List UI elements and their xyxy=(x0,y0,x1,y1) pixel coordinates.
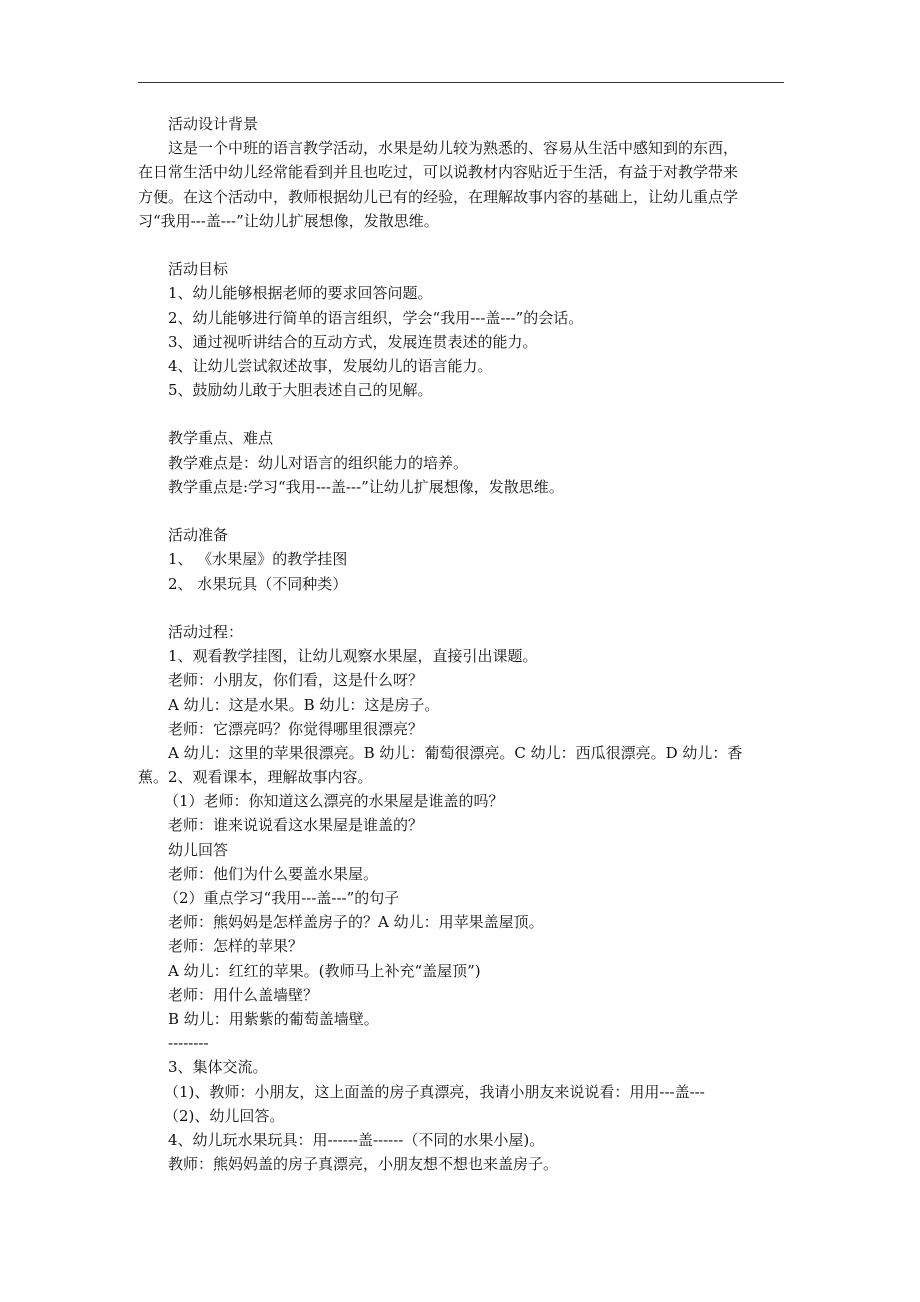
section-heading-prep: 活动准备 xyxy=(168,526,229,545)
process-line: 1、观看教学挂图，让幼儿观察水果屋，直接引出课题。 xyxy=(168,647,538,666)
section-heading-focus: 教学重点、难点 xyxy=(168,429,274,448)
background-paragraph-line: 习“我用---盖---”让幼儿扩展想像，发散思维。 xyxy=(138,211,439,230)
process-line: 老师：小朋友，你们看，这是什么呀？ xyxy=(168,671,424,690)
goal-item: 5、鼓励幼儿敢于大胆表述自己的见解。 xyxy=(168,381,433,400)
section-heading-background: 活动设计背景 xyxy=(168,115,259,133)
process-line: 老师：它漂亮吗？你觉得哪里很漂亮？ xyxy=(168,719,424,738)
goal-item: 1、幼儿能够根据老师的要求回答问题。 xyxy=(168,284,433,303)
goal-item: 4、让幼儿尝试叙述故事，发展幼儿的语言能力。 xyxy=(168,356,493,375)
focus-difficulty: 教学难点是：幼儿对语言的组织能力的培养。 xyxy=(168,453,469,472)
process-line: （2)、幼儿回答。 xyxy=(164,1106,285,1125)
header-rule xyxy=(138,82,784,83)
process-line: 老师：谁来说说看这水果屋是谁盖的？ xyxy=(168,816,424,835)
section-heading-process: 活动过程： xyxy=(168,622,244,641)
document-body xyxy=(138,112,784,1176)
process-line: 老师：熊妈妈是怎样盖房子的？A 幼儿：用苹果盖屋顶。 xyxy=(168,913,544,932)
process-line: A 幼儿：红红的苹果。(教师马上补充“盖屋顶”) xyxy=(168,961,481,980)
process-separator: -------- xyxy=(168,1034,209,1053)
process-line: 老师：他们为什么要盖水果屋。 xyxy=(168,864,379,883)
process-line: 蕉。2、观看课本，理解故事内容。 xyxy=(138,768,373,787)
process-line: 老师：用什么盖墙壁？ xyxy=(168,985,319,1004)
process-line: 老师：怎样的苹果？ xyxy=(168,937,304,956)
spacer xyxy=(138,233,784,257)
background-paragraph-line: 方便。在这个活动中，教师根据幼儿已有的经验，在理解故事内容的基础上，让幼儿重点学 xyxy=(138,187,739,206)
process-line: 教师：熊妈妈盖的房子真漂亮，小朋友想不想也来盖房子。 xyxy=(168,1155,559,1174)
focus-key: 教学重点是:学习“我用---盖---”让幼儿扩展想像，发散思维。 xyxy=(168,477,564,496)
process-line: （2）重点学习“我用---盖---”的句子 xyxy=(164,889,400,907)
process-line: （1)、教师：小朋友，这上面盖的房子真漂亮，我请小朋友来说说看：用用---盖--- xyxy=(164,1082,705,1101)
process-line: （1）老师：你知道这么漂亮的水果屋是谁盖的吗？ xyxy=(164,792,504,811)
spacer xyxy=(138,596,784,620)
goal-item: 2、幼儿能够进行简单的语言组织，学会“我用---盖---”的会话。 xyxy=(168,308,584,327)
process-line: 4、幼儿玩水果玩具：用------盖------（不同的水果小屋)。 xyxy=(168,1130,545,1149)
goal-item: 3、通过视听讲结合的互动方式，发展连贯表述的能力。 xyxy=(168,332,538,351)
prep-item: 2、 水果玩具（不同种类） xyxy=(168,574,348,593)
process-line: B 幼儿：用紫紫的葡萄盖墙壁。 xyxy=(168,1009,379,1028)
section-heading-goals: 活动目标 xyxy=(168,260,229,279)
background-paragraph-line: 这是一个中班的语言教学活动，水果是幼儿较为熟悉的、容易从生活中感知到的东西， xyxy=(168,139,739,158)
spacer xyxy=(138,499,784,523)
background-paragraph-line: 在日常生活中幼儿经常能看到并且也吃过，可以说教材内容贴近于生活，有益于对教学带来 xyxy=(138,163,739,182)
prep-item: 1、 《水果屋》的教学挂图 xyxy=(168,550,348,569)
spacer xyxy=(138,402,784,426)
process-line: 3、集体交流。 xyxy=(168,1058,268,1077)
process-line: A 幼儿：这里的苹果很漂亮。B 幼儿：葡萄很漂亮。C 幼儿：西瓜很漂亮。D 幼儿：香 xyxy=(168,743,743,762)
process-line: 幼儿回答 xyxy=(168,840,229,859)
process-line: A 幼儿：这是水果。B 幼儿：这是房子。 xyxy=(168,695,440,714)
